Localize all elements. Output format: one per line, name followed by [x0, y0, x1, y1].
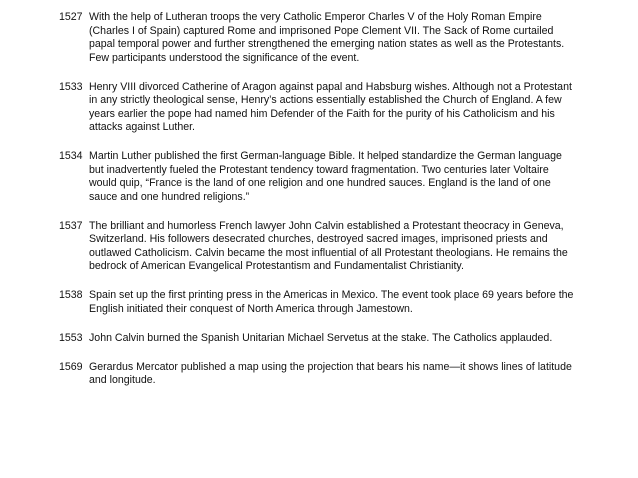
timeline-entry-1534	[59, 150, 626, 204]
entry-text: Gerardus Mercator published a map using the projection that bears his name—it shows lines of latitude and longitude.	[89, 360, 572, 386]
entry-text: Martin Luther published the first German-language Bible. It helped standardize the German language but inadvertently fueled the Protestant tendency toward fragmentation. Two centuries later Voltaire would quip, “France is the land of one religion and one hundred sauces. England is the land of one sauce and one hundred religions.”	[89, 150, 562, 203]
entry-year: 1533	[59, 80, 83, 93]
entry-text: With the help of Lutheran troops the very Catholic Emperor Charles V of the Holy Roman Empire (Charles I of Spain) captured Rome and imprisoned Pope Clement VII. The Sack of Rome curtailed papal temporal power and further strengthened the emerging nation states as well as the Protestants. Few participants understood the significance of the event.	[89, 11, 565, 64]
entry-year: 1537	[59, 219, 83, 232]
entry-year: 1538	[59, 289, 83, 301]
entry-text: Spain set up the first printing press in the Americas in Mexico. The event took place 69 years before the English initiated their conquest of North America through Jamestown.	[89, 289, 574, 315]
entry-year: 1534	[59, 150, 83, 162]
entry-year: 1553	[59, 331, 83, 344]
timeline-entry-1569	[59, 361, 626, 388]
entry-year: 1527	[59, 11, 83, 23]
timeline-entry-1537	[59, 220, 626, 274]
timeline-entry-1538	[59, 289, 626, 316]
entry-text: The brilliant and humorless French lawyer John Calvin established a Protestant theocracy in Geneva, Switzerland. His followers desecrated churches, destroyed sacred images, imprisoned priests and outlawed Catholicism. Calvin became the most influential of all Protestant theologians. He remains the bedrock of American Evangelical Protestantism and Fundamentalist Christianity.	[89, 219, 568, 272]
entry-text: Henry VIII divorced Catherine of Aragon against papal and Habsburg wishes. Although not a Protestant in any strictly theological sense, Henry’s actions essentially established the Church of England. A few years earlier the pope had named him Defender of the Faith for the purity of his Catholicism and his attacks against Luther.	[89, 80, 572, 133]
entry-year: 1569	[59, 360, 83, 373]
entry-text: John Calvin burned the Spanish Unitarian Michael Servetus at the stake. The Catholics applauded.	[89, 331, 553, 344]
timeline-entry-1553	[59, 332, 626, 346]
timeline-entry-1527	[59, 11, 626, 65]
timeline-entry-1533	[59, 81, 626, 135]
